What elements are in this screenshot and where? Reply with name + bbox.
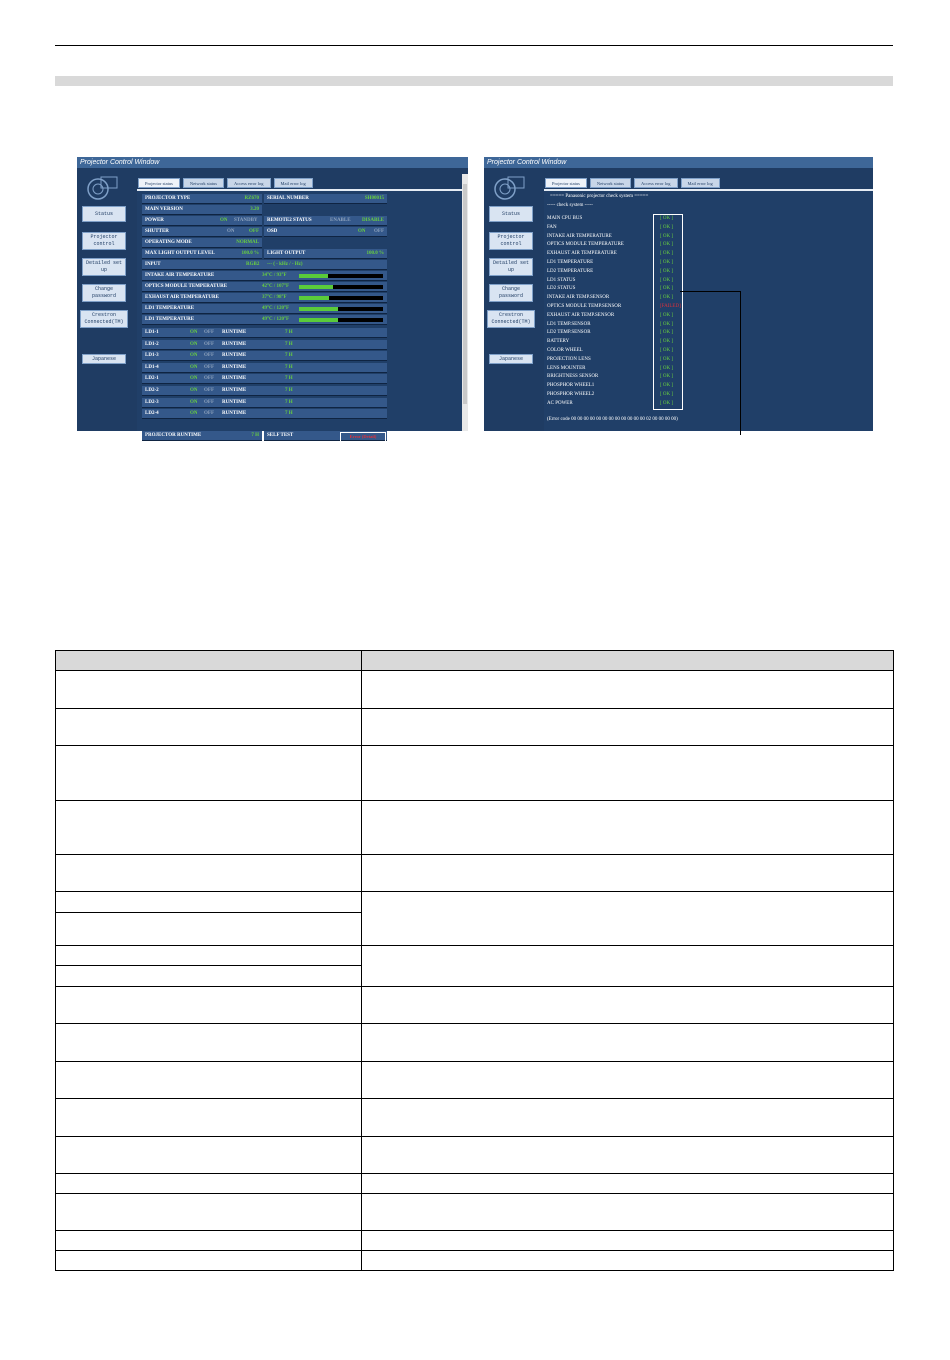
table-cell [361,746,893,801]
status-row: SHUTTER ON OFF [142,227,262,237]
table-cell [56,1137,362,1174]
table-cell [56,1231,362,1251]
table-cell [56,966,362,987]
self-test-window [484,157,873,431]
check-item-label: PROJECTION LENS [547,356,591,362]
projector-logo-icon [85,174,119,202]
table-cell [56,1099,362,1137]
status-row: REMOTE2 STATUS ENABLE DISABLE [264,216,387,226]
check-item-label: AC POWER [547,400,573,406]
ld-runtime-row: LD2-3 ON OFF RUNTIME 7 H [142,398,387,408]
status-row: MAIN VERSION 3.20 [142,205,262,215]
ld-runtime-row: LD1-1 ON OFF RUNTIME 7 H [142,328,387,338]
table-header-cell [56,651,362,671]
section-bar [55,76,893,86]
status-row: POWER ON STANDBY [142,216,262,226]
nav-projector-control-button[interactable]: Projector control [489,232,533,250]
check-item-status: [ OK ] [660,242,674,248]
temperature-row: LD1 TEMPERATURE 49°C / 120°F [142,304,387,314]
check-item-label: BRIGHTNESS SENSOR [547,374,599,380]
check-item-status: [ OK ] [660,286,674,292]
check-header: ===== Panasonic projector check system ===== [550,194,649,199]
table-cell [361,709,893,746]
nav-projector-control-button[interactable]: Projector control [82,232,126,250]
table-cell [56,671,362,709]
nav-change-password-button[interactable]: Change password [489,284,533,302]
nav-detailed-setup-button[interactable]: Detailed set up [489,258,533,276]
tab-projector-status[interactable]: Projector status [138,178,180,188]
table-cell [361,1062,893,1099]
check-item-status: [ OK ] [660,233,674,239]
temperature-bar [299,318,383,322]
check-item-label: FAN [547,224,557,230]
nav-crestron-button[interactable]: Crestron Connected(TM) [80,310,128,328]
temperature-bar [299,296,383,300]
ld-runtime-row: LD1-4 ON OFF RUNTIME 7 H [142,363,387,373]
projector-status-window [77,157,468,439]
callout-line [680,291,740,292]
ld-runtime-row: LD2-1 ON OFF RUNTIME 7 H [142,374,387,384]
ok-column-highlight [653,214,683,410]
check-item-status: [ OK ] [660,295,674,301]
check-item-status: [ OK ] [660,365,674,371]
projector-logo-icon [492,174,526,202]
check-item-label: LD2 TEMP.SENSOR [547,330,591,336]
status-row: INPUT RGB2 --- ( - kHz / - Hz) [142,260,387,270]
check-item-label: PHOSPHOR WHEEL2 [547,392,595,397]
table-cell [56,855,362,892]
table-cell [361,1174,893,1194]
check-item-status: [ OK ] [660,224,674,230]
status-panel [137,189,462,439]
error-code: (Error code 00 00 00 00 00 00 00 00 00 00 00 00 02 00 00 00 00) [547,417,678,422]
ld-runtime-row: LD1-2 ON OFF RUNTIME 7 H [142,340,387,350]
tab-mail-error-log[interactable]: Mail error log [274,178,313,188]
sidebar [77,168,132,431]
check-item-status: [ OK ] [660,251,674,257]
scrollbar[interactable] [462,174,468,431]
check-item-label: INTAKE AIR TEMP.SENSOR [547,295,610,301]
check-system-panel [544,189,873,431]
table-cell [361,1099,893,1137]
scrollbar-thumb[interactable] [463,184,467,404]
check-item-label: OPTICS MODULE TEMPERATURE [547,242,624,248]
table-cell [361,946,893,987]
status-row: MAX LIGHT OUTPUT LEVEL 100.0 % [142,249,262,259]
table-cell [361,855,893,892]
table-cell [361,1137,893,1174]
window-title: Projector Control Window [484,157,873,168]
check-item-status: [ OK ] [660,392,674,397]
table-cell [56,892,362,913]
table-cell [56,1251,362,1271]
table-cell [361,892,893,946]
temperature-bar [299,274,383,278]
temperature-bar [299,307,383,311]
nav-japanese-button[interactable]: Japanese [82,354,126,364]
check-subheader: ----- check system ----- [547,203,593,208]
table-cell [56,801,362,855]
check-item-status: [ OK ] [660,383,674,389]
nav-status-button[interactable]: Status [82,206,126,222]
self-test-error-link[interactable]: Error (Detail) [340,432,386,442]
ld-runtime-row: LD2-4 ON OFF RUNTIME 7 H [142,409,387,419]
tab-bar [545,178,720,188]
tab-projector-status[interactable]: Projector status [545,178,587,188]
check-item-label: LENS MOUNTER [547,365,586,371]
sidebar [484,168,539,431]
check-item-label: COLOR WHEEL [547,348,583,353]
nav-detailed-setup-button[interactable]: Detailed set up [82,258,126,276]
table-cell [361,1251,893,1271]
table-cell [56,1062,362,1099]
check-item-status: [ OK ] [660,312,674,318]
check-item-status: [ OK ] [660,400,674,406]
table-cell [56,913,362,946]
check-item-label: MAIN CPU BUS [547,216,583,221]
check-item-status: [ OK ] [660,339,674,345]
status-row: OPERATING MODE NORMAL [142,238,262,248]
check-item-status: [ OK ] [660,330,674,336]
temperature-bar [299,285,383,289]
tab-network-status[interactable]: Network status [590,178,631,188]
table-cell [56,1174,362,1194]
check-item-status: [ OK ] [660,216,674,221]
tab-bar [138,178,313,188]
table-cell [56,1024,362,1062]
check-item-status: [ OK ] [660,260,674,265]
check-item-label: EXHAUST AIR TEMP.SENSOR [547,312,615,318]
window-title: Projector Control Window [77,157,468,168]
nav-japanese-button[interactable]: Japanese [489,354,533,364]
top-rule [55,45,893,46]
check-item-status: [ OK ] [660,268,674,274]
description-table [55,650,894,1271]
table-cell [56,987,362,1024]
temperature-row: EXHAUST AIR TEMPERATURE 37°C / 98°F [142,293,387,303]
tab-access-error-log[interactable]: Access error log [227,178,271,188]
temperature-row: INTAKE AIR TEMPERATURE 34°C / 93°F [142,271,387,281]
status-row: PROJECTOR RUNTIME 7 H [142,431,262,441]
check-item-label: LD2 STATUS [547,286,576,292]
tab-network-status[interactable]: Network status [183,178,224,188]
table-cell [361,1231,893,1251]
status-row: SELF TEST Error (Detail) [264,431,387,441]
check-item-label: LD1 TEMPERATURE [547,260,594,265]
check-item-status: [ OK ] [660,348,674,353]
check-item-status: [ OK ] [660,374,674,380]
table-cell [56,709,362,746]
nav-change-password-button[interactable]: Change password [82,284,126,302]
table-header-cell [361,651,893,671]
check-item-status: [ OK ] [660,321,674,327]
nav-status-button[interactable]: Status [489,206,533,222]
status-row: LIGHT OUTPUT 100.0 % [264,249,387,259]
check-item-status: [FAILED] [660,304,681,309]
table-cell [361,1024,893,1062]
temperature-row: LD1 TEMPERATURE 49°C / 120°F [142,315,387,325]
status-row: PROJECTOR TYPE RZ670 [142,194,262,204]
tab-mail-error-log[interactable]: Mail error log [681,178,720,188]
check-item-label: INTAKE AIR TEMPERATURE [547,233,612,239]
table-cell [361,1194,893,1231]
main-area [132,174,468,439]
check-item-status: [ OK ] [660,356,674,362]
temperature-row: OPTICS MODULE TEMPERATURE 42°C / 107°F [142,282,387,292]
nav-crestron-button[interactable]: Crestron Connected(TM) [487,310,535,328]
table-cell [56,946,362,966]
check-item-label: LD2 TEMPERATURE [547,268,594,274]
ld-runtime-row: LD1-3 ON OFF RUNTIME 7 H [142,351,387,361]
ld-runtime-row: LD2-2 ON OFF RUNTIME 7 H [142,386,387,396]
table-cell [361,801,893,855]
check-item-label: BATTERY [547,339,570,345]
check-item-label: OPTICS MODULE TEMP.SENSOR [547,304,622,309]
status-row: OSD ON OFF [264,227,387,237]
table-cell [56,1194,362,1231]
callout-line [740,291,741,435]
table-cell [361,987,893,1024]
check-item-label: LD1 TEMP.SENSOR [547,321,591,327]
tab-access-error-log[interactable]: Access error log [634,178,678,188]
check-item-status: [ OK ] [660,277,674,283]
check-item-label: EXHAUST AIR TEMPERATURE [547,251,617,257]
main-area [539,174,873,431]
table-cell [56,746,362,801]
check-item-label: LD1 STATUS [547,277,576,283]
table-cell [361,671,893,709]
status-row: SERIAL NUMBER SH00015 [264,194,387,204]
check-item-label: PHOSPHOR WHEEL1 [547,383,595,389]
